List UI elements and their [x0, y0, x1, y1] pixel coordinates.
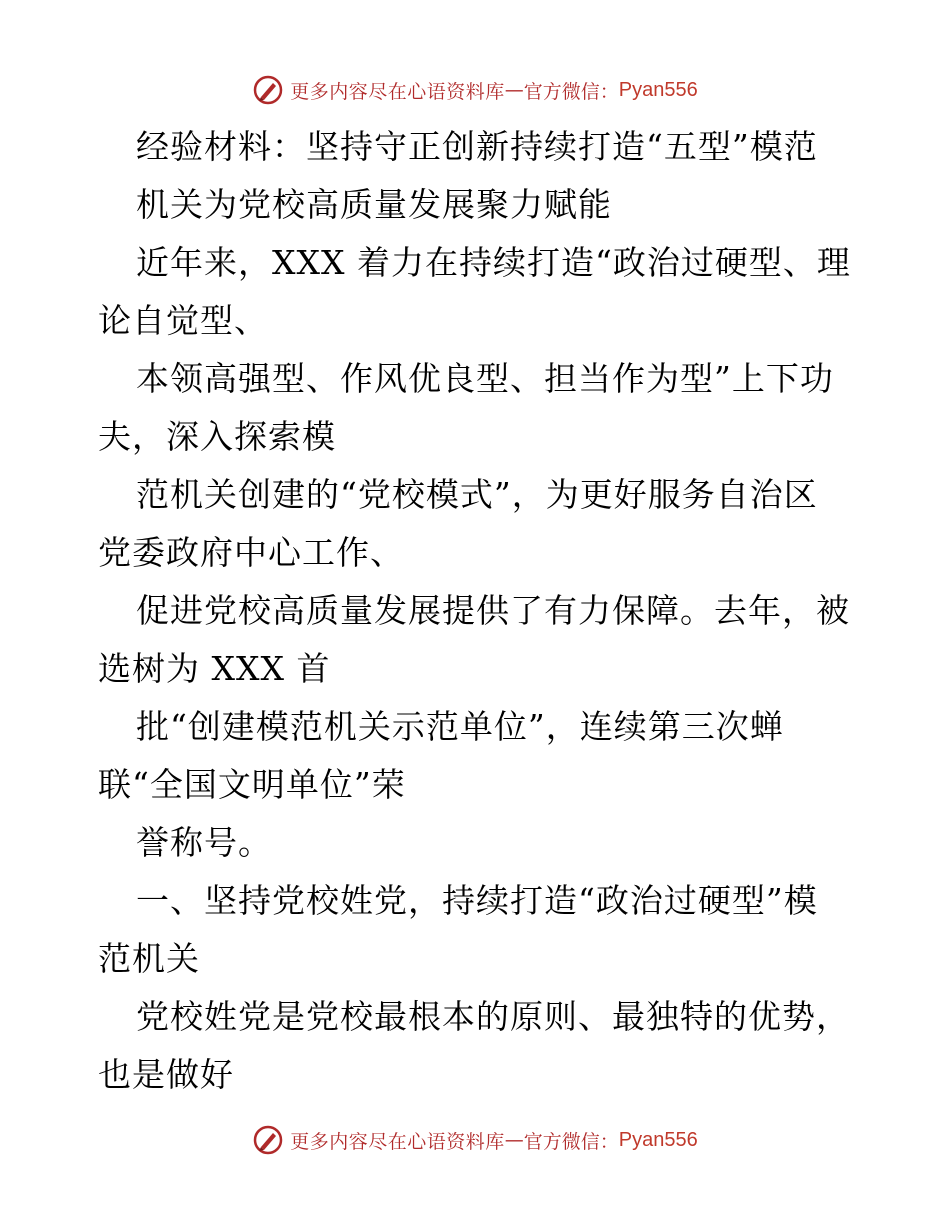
- title-line-1: 经验材料：坚持守正创新持续打造“五型”模范: [136, 127, 818, 166]
- paragraph-line: 党委政府中心工作、: [98, 533, 404, 572]
- paragraph-line: 誉称号。: [136, 823, 272, 862]
- paragraph-line: 促进党校高质量发展提供了有力保障。去年，被: [136, 591, 850, 630]
- header-site-name: 更多内容尽在心语资料库: [290, 80, 505, 103]
- paragraph-line: 联“全国文明单位”荣: [98, 765, 406, 804]
- footer-wechat-handle: Pyan556: [618, 1128, 698, 1151]
- header-separator: —: [504, 79, 524, 101]
- section-heading-line: 范机关: [98, 939, 200, 978]
- pen-logo-icon: [252, 1124, 284, 1156]
- paragraph-line: 夫，深入探索模: [98, 417, 336, 456]
- paragraph-line: 范机关创建的“党校模式”，为更好服务自治区: [136, 475, 818, 514]
- footer-watermark-banner: [0, 1120, 950, 1160]
- header-wechat-handle: Pyan556: [618, 78, 698, 101]
- paragraph-line: 也是做好: [98, 1055, 234, 1094]
- footer-separator: —: [504, 1129, 524, 1151]
- paragraph-line: 批“创建模范机关示范单位”，连续第三次蝉: [136, 707, 784, 746]
- paragraph-line: 本领高强型、作风优良型、担当作为型”上下功: [136, 359, 834, 398]
- footer-site-name: 更多内容尽在心语资料库: [290, 1130, 505, 1153]
- paragraph-line: 近年来，XXX 着力在持续打造“政治过硬型、理: [136, 243, 851, 282]
- paragraph-line: 选树为 XXX 首: [98, 649, 331, 688]
- title-line-2: 机关为党校高质量发展聚力赋能: [136, 185, 612, 224]
- header-wechat-label: 官方微信：: [523, 80, 619, 103]
- paragraph-line: 论自觉型、: [98, 301, 268, 340]
- section-heading-line: 一、坚持党校姓党，持续打造“政治过硬型”模: [136, 881, 818, 920]
- header-watermark-banner: [0, 70, 950, 110]
- paragraph-line: 党校姓党是党校最根本的原则、最独特的优势，: [136, 997, 850, 1036]
- footer-wechat-label: 官方微信：: [523, 1130, 619, 1153]
- pen-logo-icon: [252, 74, 284, 106]
